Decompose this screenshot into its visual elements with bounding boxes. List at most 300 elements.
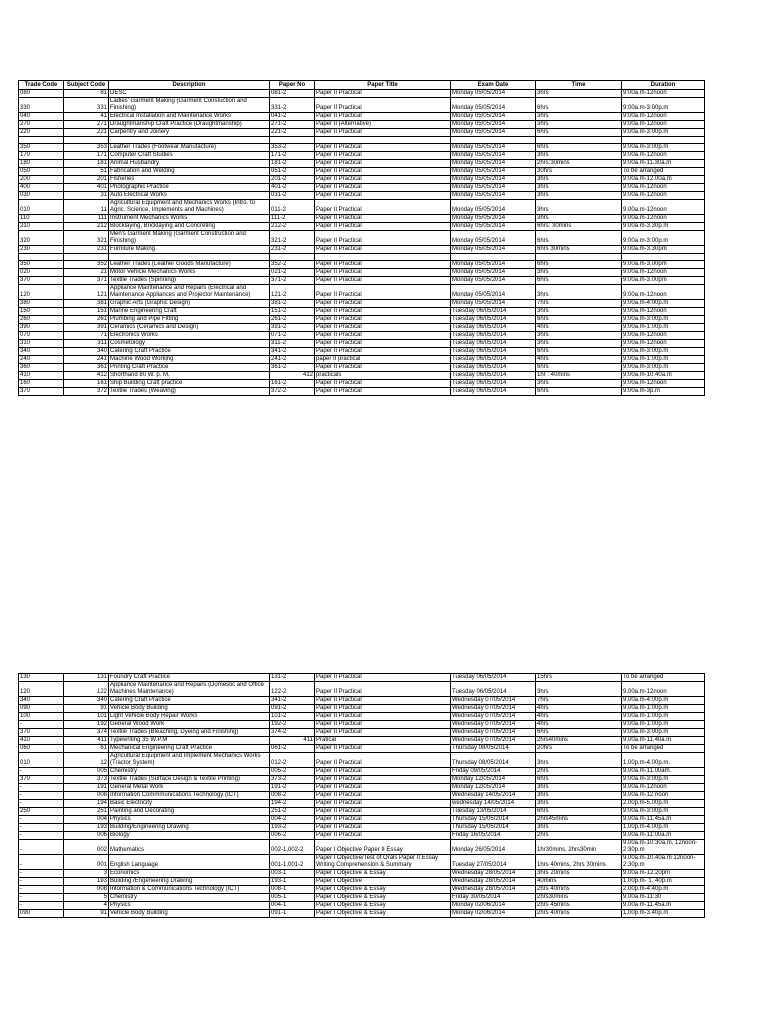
table-cell: 9.00a.m-11.45a.m [622,816,705,824]
table-cell: 9.00a.m-12noon [622,784,705,792]
table-cell: Paper II Practical [315,776,451,784]
table-cell [270,137,315,144]
table-cell: 6hrs [536,277,622,285]
table-cell: 370 [19,388,64,396]
table-cell: 9:00a.m-3:00p.m [622,316,705,324]
table-cell: 270 [19,121,64,129]
table-cell: 352 [64,261,109,269]
table-row [19,113,705,121]
table-row [19,768,705,776]
table-cell: 021-2 [270,269,315,277]
table-cell: Paper II Practical [315,324,451,332]
table-cell: 9:00a.m-1:00p.m [622,721,705,729]
table-row [19,674,705,682]
table-cell: Paper II Practical [315,824,451,832]
table-cell: 9:00a.m-3:00p.m [622,129,705,137]
table-row [19,870,705,878]
table-cell: 193 [64,878,109,886]
table-row [19,364,705,372]
table-cell: Appliance Maintenance and Repairs (Domestic and Office Machines Maintenance) [109,682,270,697]
table-cell: Ceramics (Ceramics and Design) [109,324,270,332]
table-cell: Monday 05/05/2014 [451,231,536,246]
table-cell: 374 [64,729,109,737]
table-cell: 11 [64,200,109,215]
table-cell [64,254,109,261]
table-cell: 051-2 [270,168,315,176]
header-cell: Exam Date [451,81,536,90]
table-cell: 3hrs [536,121,622,129]
table-cell: Paper II Practical [315,160,451,168]
table-row [19,910,705,918]
table-cell: 6hrs 30mins [536,246,622,254]
table-cell: 2hrs:30mins [536,160,622,168]
table-cell: Monday 05/05/2014 [451,300,536,308]
table-cell: 121-2 [270,285,315,300]
table-cell: Paper II Practical [315,129,451,137]
table-cell: 3hrs [536,184,622,192]
table-cell: Photographic Practice [109,184,270,192]
table-cell: 3hrs [536,215,622,223]
table-cell: 9.00a.m-11.00am. [622,768,705,776]
table-cell: 011-2 [270,200,315,215]
table-cell: Tuesday 06/05/2014 [451,388,536,396]
table-cell: 9:00a.m-3.30p.m [622,223,705,231]
table-cell: Paper II Practical [315,192,451,200]
table-row [19,152,705,160]
table-cell: Tuesday 06/05/2014 [451,682,536,697]
table-cell: 2hrs [536,832,622,840]
table-cell [109,137,270,144]
table-cell: 350 [19,144,64,152]
table-row [19,832,705,840]
table-row [19,878,705,886]
table-cell: 9:00a.m-12noon [622,121,705,129]
header-cell: Description [109,81,270,90]
table-row [19,308,705,316]
table-row [19,372,705,380]
header-cell: Time [536,81,622,90]
table-cell: Monday 12/05/2014 [451,784,536,792]
table-row [19,753,705,768]
table-cell: - [19,721,64,729]
table-cell [19,137,64,144]
table-cell: Wednesday 14/05/2014 [451,792,536,800]
table-cell: 370 [19,277,64,285]
table-cell: Light Vehicle Body Repair Works [109,713,270,721]
table-row [19,192,705,200]
table-cell: Vehicle Body Building [109,705,270,713]
table-cell: 003-1 [270,870,315,878]
table-cell: General Wood Work [109,721,270,729]
table-cell: Monday 05/05/2014 [451,277,536,285]
table-cell: 171-2 [270,152,315,160]
table-cell: 391-2 [270,324,315,332]
table-cell [109,254,270,261]
table-cell: Wednesday 28/05/2014 [451,870,536,878]
table-cell: 3hrs [536,90,622,98]
table-row [19,356,705,364]
table-cell: 151 [64,308,109,316]
table-cell: 311 [64,340,109,348]
table-cell: 091-2 [270,705,315,713]
table-cell: 111-2 [270,215,315,223]
table-cell: To be arranged [622,674,705,682]
table-cell: Paper II Practical [315,697,451,705]
table-cell: 360 [19,364,64,372]
table-cell: 3hrs [536,192,622,200]
table-row [19,223,705,231]
table-cell: Cosmetology [109,340,270,348]
table-cell: 251 [64,808,109,816]
table-cell: To be arranged [622,168,705,176]
table-cell: 9:00a.m-3p.m [622,388,705,396]
table-cell: 9:00a.m-12noon [622,340,705,348]
table-cell: Monday 05/05/2014 [451,144,536,152]
table-cell [451,137,536,144]
table-cell: 7hrs [536,697,622,705]
table-cell: Paper II Practical [315,144,451,152]
table-cell: Draughtmanship Craft Practice (Draughtmanship) [109,121,270,129]
table-cell: Textile Trades (Surface Design & Textile Printing) [109,776,270,784]
table-cell: Paper II Practical [315,784,451,792]
table-cell: Monday 05/05/2014 [451,246,536,254]
table-cell: 9:00a.m-3:00p.m [622,776,705,784]
table-cell: Paper II Practical [315,246,451,254]
table-cell: Monday 05/05/2014 [451,176,536,184]
table-cell: Pratical [315,737,451,745]
table-cell: Tuesday 06/05/2014 [451,324,536,332]
table-cell: 4hrs [536,356,622,364]
table-cell: 9:00a.m-3:00p.m [622,144,705,152]
table-cell: 9:00a.m-12noon [622,285,705,300]
table-cell: 30hrs [536,168,622,176]
table-cell: 9:00a.m-12noon [622,152,705,160]
table-cell: Friday 16/05/2014 [451,832,536,840]
table-cell [451,254,536,261]
table-cell: 9.00a.m-12noon [622,682,705,697]
table-row [19,90,705,98]
table-cell: 004-1 [270,902,315,910]
table-cell: 390 [19,324,64,332]
table-cell: 3hrs [536,200,622,215]
table-cell: 9:00a.m-3:00p.m [622,348,705,356]
table-cell: 380 [19,300,64,308]
table-cell: Textile Trades (Weaving) [109,388,270,396]
table-cell: 31 [64,192,109,200]
table-cell: Paper II Practical [315,340,451,348]
table-cell: Paper II Practical [315,285,451,300]
table-cell: 350 [19,261,64,269]
table-row [19,721,705,729]
table-cell: Catering Craft Practice [109,348,270,356]
table-cell: 372-2 [270,388,315,396]
table-cell: 193 [64,824,109,832]
table-cell: Monday 05/05/2014 [451,184,536,192]
table-cell: 310 [19,340,64,348]
table-cell: 130 [19,674,64,682]
table-cell: 2hrs 45mins [536,902,622,910]
table-cell: 9:00a.m-3:00p.m [622,98,705,113]
table-row [19,886,705,894]
table-row [19,254,705,261]
table-cell: 340 [64,348,109,356]
table-cell: 20hrs [536,745,622,753]
table-cell: Appliance Maintenance and Repairs (Electrical and Maintenance Appliances and Projector Maintenance) [109,285,270,300]
table-cell: 9.00a.m-4:00p.m [622,697,705,705]
table-cell: 2hrs30mins [536,894,622,902]
table-cell: 110 [19,215,64,223]
table-cell: 341-2 [270,348,315,356]
table-row [19,894,705,902]
table-cell: Fabrication and Welding [109,168,270,176]
table-cell: 352-2 [270,261,315,269]
table-cell: 122-2 [270,682,315,697]
table-cell: 3hrs [536,285,622,300]
table-cell: Monday 05/05/2014 [451,152,536,160]
table-cell: Chemistry [109,768,270,776]
table-cell: 250 [19,808,64,816]
table-cell: Monday 05/05/2014 [451,90,536,98]
table-cell: - [19,792,64,800]
table-cell: 131-2 [270,674,315,682]
table-row [19,737,705,745]
table-row [19,697,705,705]
table-cell: 1hrs 40mins, 2hrs 30mins [536,855,622,870]
table-cell: paper II practical [315,356,451,364]
table-cell: 004 [64,816,109,824]
table-cell: Thursday 08/05/2014 [451,745,536,753]
table-cell: 3hrs [536,682,622,697]
table-row [19,902,705,910]
table-row [19,713,705,721]
table-cell: 161-2 [270,380,315,388]
table-cell: English Language [109,855,270,870]
table-cell: - [19,824,64,832]
table-cell: 231-2 [270,246,315,254]
table-cell [536,254,622,261]
table-cell: 6hrs [536,776,622,784]
table-cell: 9.00a.m-11.40a.m [622,737,705,745]
table-cell: 410 [19,737,64,745]
table-cell: Tuesday 06/05/2014 [451,372,536,380]
table-cell: Carpentry and Joinery [109,129,270,137]
table-cell: 9:00a.m-12noon [622,113,705,121]
table-row [19,121,705,129]
table-cell: 081-2 [270,90,315,98]
table-cell: 1.00p.m-4.00p.m. [622,753,705,768]
table-cell: 4hrs [536,721,622,729]
table-cell: 261 [64,316,109,324]
table-cell: 370 [19,776,64,784]
table-cell: Agricultural Equipment and Implement Mechanics Works (Tractor System) [109,753,270,768]
table-cell: Paper II Practical [315,98,451,113]
table-cell: 6hrs [536,729,622,737]
table-cell: 1.00p.m-3.40p.m [622,910,705,918]
table-cell: General Metal Work [109,784,270,792]
table-cell: Paper II Practical [315,800,451,808]
table-cell: Monday 26/05/2014 [451,840,536,855]
table-cell: 122 [64,682,109,697]
table-cell: Monday 05/05/2014 [451,215,536,223]
table-cell: Monday 02/06/2014 [451,910,536,918]
table-cell: To be arranged [622,745,705,753]
table-cell: 002-1,002-2 [270,840,315,855]
table-cell: 9:00a.m-3:00p.m [622,729,705,737]
table-cell: - [19,768,64,776]
table-cell: 370 [19,729,64,737]
table-cell: 071-2 [270,332,315,340]
table-cell: 340 [19,697,64,705]
table-cell: Paper II Practical [315,832,451,840]
header-cell: Trade Code [19,81,64,90]
table-row [19,380,705,388]
table-cell: Fisheries [109,176,270,184]
table-cell: 400 [19,184,64,192]
table-row [19,184,705,192]
table-cell: 3 [64,870,109,878]
table-cell: 120 [19,285,64,300]
table-cell: Paper II Practical [315,380,451,388]
table-cell: 340 [64,697,109,705]
table-row [19,215,705,223]
table-cell: Monday 02/06/2014 [451,902,536,910]
table-cell: Electrical Installation and Maintenance Works [109,113,270,121]
table-cell: 391 [64,324,109,332]
table-cell: 2hrs 40mins [536,886,622,894]
table-cell: Paper II Practical [315,705,451,713]
header-row [19,81,705,90]
table-cell: Chemistry [109,894,270,902]
table-cell: Paper II Practical [315,90,451,98]
table-cell: Paper II Practical [315,745,451,753]
table-cell: 373 [64,776,109,784]
table-cell: Paper II Practical [315,152,451,160]
table-cell: Textile Trades (Bleaching, Dyeing and Finishing) [109,729,270,737]
table-cell [64,137,109,144]
table-cell: Ladies' Garment Making (Garment Constuction and Finishing) [109,98,270,113]
table-cell: 271 [64,121,109,129]
table-cell: Physics [109,902,270,910]
table-cell: Paper II Practical [315,308,451,316]
table-cell: Thursday 08/05/2014 [451,753,536,768]
table-cell: Auto Electrical Works [109,192,270,200]
table-cell: 9.00a.m-12.20pm [622,870,705,878]
table-cell: 031-2 [270,192,315,200]
table-cell: 3hrs [536,824,622,832]
table-row [19,792,705,800]
table-cell: 353 [64,144,109,152]
table-cell: 9:00a.m-4:00p.m [622,300,705,308]
table-cell: Physics [109,816,270,824]
table-cell: 7hrs [536,300,622,308]
table-row [19,340,705,348]
table-cell: Plumbing and Pipe Fitting [109,316,270,324]
table-cell: Paper II Practical [315,184,451,192]
table-cell: 193-2 [270,824,315,832]
table-cell: 6hrs [536,348,622,356]
table-cell: Paper II Practical [315,113,451,121]
table-cell: 9:00a.m-3:00p.m [622,808,705,816]
table-row [19,729,705,737]
header-cell: Paper No [270,81,315,90]
table-cell: 160 [19,380,64,388]
table-cell: Marine Engineering Craft [109,308,270,316]
table-cell: 9:00a.m-1:00p.m [622,356,705,364]
table-cell: wednesday 14/05/2014 [451,800,536,808]
table-cell: 410 [19,372,64,380]
table-cell: 9:00a.m-1:00p.m [622,324,705,332]
table-cell: 6hrs [536,261,622,269]
table-cell: Paper II Practical [315,753,451,768]
table-cell [622,254,705,261]
table-cell: 090 [19,910,64,918]
table-cell: Animal Husbandry [109,160,270,168]
table-cell: Paper II Practical [315,364,451,372]
table-cell: 2hrs [536,768,622,776]
table-cell: Foundry Craft Practice [109,674,270,682]
table-cell: Tuesday 06/05/2014 [451,364,536,372]
table-cell: 008 [64,792,109,800]
table-cell: 9.00a.m-12 noon [622,792,705,800]
table-cell: 3hrs [536,269,622,277]
table-cell: Paper II Practical [315,332,451,340]
table-cell: 374-2 [270,729,315,737]
table-cell: Paper II Practical [315,729,451,737]
table-cell: Biology [109,832,270,840]
table-cell: 9.00a.m-11:00a.m [622,832,705,840]
table-cell: Graphic Arts (Graphic Design) [109,300,270,308]
table-cell: Shorthand 80 W. p. M. [109,372,270,380]
table-cell: Furniture Making [109,246,270,254]
exam-timetable-bottom [18,673,705,918]
table-cell: 192-2 [270,721,315,729]
table-row [19,800,705,808]
table-cell: 221 [64,129,109,137]
table-cell: 008-1 [270,886,315,894]
table-cell: Monday 05/05/2014 [451,285,536,300]
table-cell: Information & Communications Technology (ICT) [109,886,270,894]
table-cell: 231 [64,246,109,254]
table-row [19,808,705,816]
table-cell: Paper I Objective & Essay [315,894,451,902]
table-cell: 080 [19,90,64,98]
table-cell: Paper II Practical [315,269,451,277]
table-cell: 372 [64,388,109,396]
table-cell: Wednesday 07/05/2014 [451,713,536,721]
table-cell: Paper II Practical [315,300,451,308]
table-row [19,277,705,285]
table-cell: Men's Garment Making (Garment Construction and Finishing) [109,231,270,246]
table-cell: 9:00a.m-12noon [622,192,705,200]
table-cell: Tuesday 06/05/2014 [451,380,536,388]
table-cell: 9:00a.m-12.00a.m [622,176,705,184]
table-cell: Information Commmunications Technology (ICT) [109,792,270,800]
table-cell: Monday 05/05/2014 [451,261,536,269]
timetable-body [19,674,705,918]
table-cell: 120 [19,682,64,697]
table-cell: 321 [64,231,109,246]
table-cell: Electronics Works [109,332,270,340]
table-cell [270,254,315,261]
table-cell: Monday 05/05/2014 [451,168,536,176]
table-cell: Instrument Mechanics Works [109,215,270,223]
table-cell: 194-2 [270,800,315,808]
table-row [19,705,705,713]
table-cell: 131 [64,674,109,682]
table-row [19,388,705,396]
table-row [19,200,705,215]
header-cell: Subject Code [64,81,109,90]
